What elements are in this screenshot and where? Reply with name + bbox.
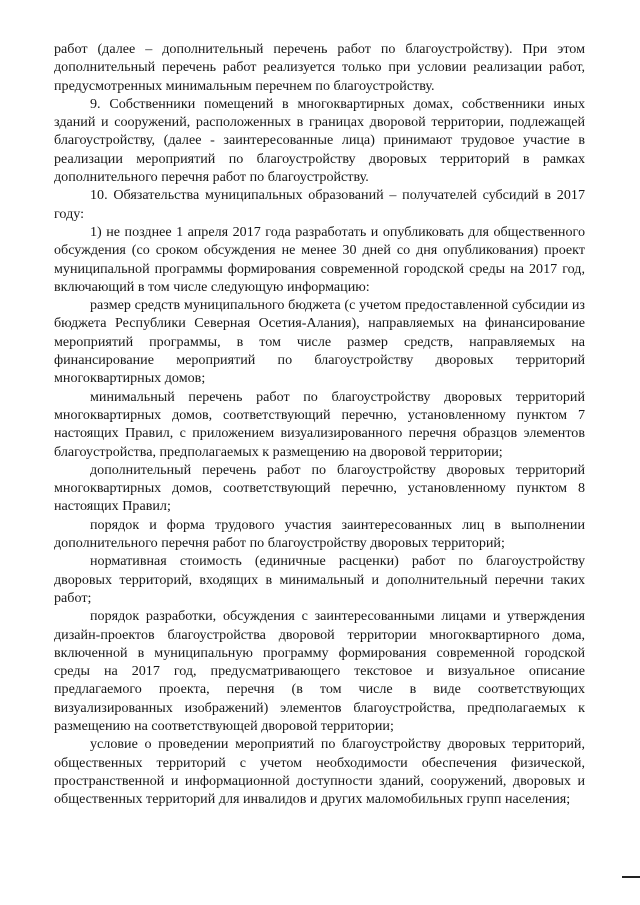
paragraph-normative-cost: нормативная стоимость (единичные расценки) работ по благоустройству дворовых территорий, входящих в минимальный и дополнительный перечни таких работ;: [54, 553, 585, 606]
document-body: [54, 40, 585, 808]
paragraph-accessibility: условие о проведении мероприятий по благоустройству дворовых территорий, общественных территорий с учетом необходимости обеспечения физической, пространственной и информационной доступности зданий, сооружений, дворовых и общественных территорий для инвалидов и других маломобильных групп населения;: [54, 736, 585, 808]
paragraph-item-9: 9. Собственники помещений в многоквартирных домах, собственники иных зданий и сооружений, расположенных в границах дворовой территории, подлежащей благоустройству, (далее - заинтересованные лица) принимают трудовое участие в реализации мероприятий по благоустройству дворовых территорий в рамках дополнительного перечня работ по благоустройству.: [54, 95, 585, 186]
paragraph-design-projects: порядок разработки, обсуждения с заинтересованными лицами и утверждения дизайн-проектов благоустройства дворовой территории многоквартирного дома, включенной в муниципальную программу формирования современной городской среды на 2017 год, предусматривающего текстовое и визуальное описание предлагаемого проекта, перечня (в том числе в виде соответствующих визуализированных изображений) элементов благоустройства, предполагаемых к размещению на соответствующей дворовой территории;: [54, 608, 585, 734]
paragraph-additional-list: дополнительный перечень работ по благоустройству дворовых территорий многоквартирных домов, соответствующий перечню, установленному пунктом 8 настоящих Правил;: [54, 461, 585, 515]
paragraph-continuation: работ (далее – дополнительный перечень работ по благоустройству). При этом дополнительный перечень работ реализуется только при условии реализации работ, предусмотренных минимальным перечнем по благоустройству.: [54, 41, 585, 94]
paragraph-subitem-1: 1) не позднее 1 апреля 2017 года разработать и опубликовать для общественного обсуждения (со сроком обсуждения не менее 30 дней со дня опубликования) проект муниципальной программы формирования современной городской среды на 2017 год, включающий в том числе следующую информацию:: [54, 223, 585, 295]
paragraph-budget: размер средств муниципального бюджета (с учетом предоставленной субсидии из бюджета Республики Северная Осетия-Алания), направляемых на финансирование мероприятий программы, в том числе размер средств, направляемых на финансирование мероприятий по благоустройству дворовых территорий многоквартирных домов;: [54, 297, 585, 387]
page-edge-mark: [622, 876, 640, 878]
paragraph-item-10: 10. Обязательства муниципальных образований – получателей субсидий в 2017 году:: [54, 187, 585, 222]
paragraph-labor-participation: порядок и форма трудового участия заинтересованных лиц в выполнении дополнительного перечня работ по благоустройству дворовых территорий;: [54, 516, 585, 552]
paragraph-minimal-list: минимальный перечень работ по благоустройству дворовых территорий многоквартирных домов, соответствующий перечню, установленному пунктом 7 настоящих Правил, с приложением визуализированного перечня образцов элементов благоустройства, предполагаемых к размещению на дворовой территории;: [54, 388, 585, 460]
